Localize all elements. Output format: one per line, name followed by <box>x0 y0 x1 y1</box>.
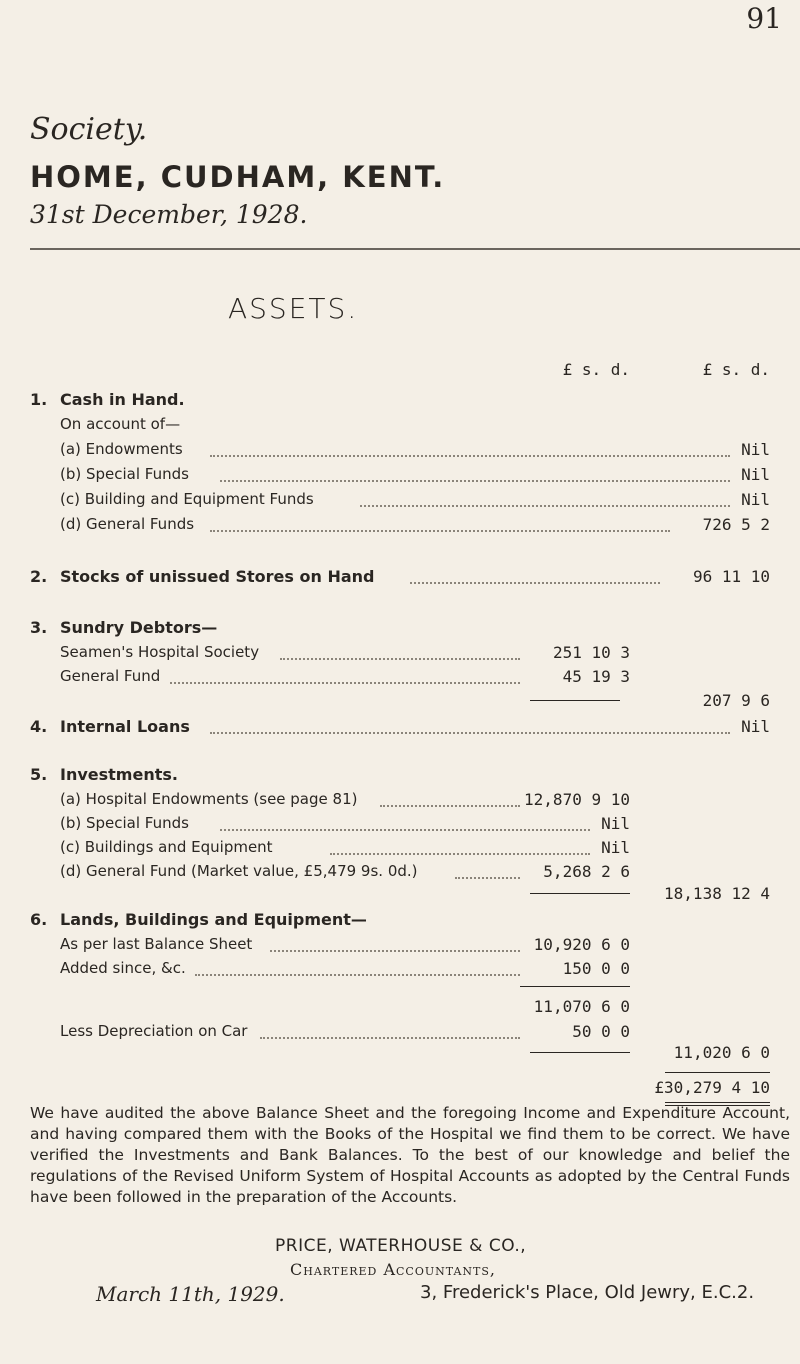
dot-leader <box>170 682 520 684</box>
outer-amount: Nil <box>741 465 770 484</box>
line-item-label: (c) Building and Equipment Funds <box>60 490 314 508</box>
line-item-label: (a) Hospital Endowments (see page 81) <box>60 790 358 808</box>
inner-amount: 5,268 2 6 <box>543 862 630 881</box>
outer-amount: Nil <box>741 717 770 736</box>
line-item-label: As per last Balance Sheet <box>60 935 253 953</box>
inner-amount: 45 19 3 <box>562 667 630 686</box>
section-heading: Investments. <box>60 765 178 784</box>
dot-leader <box>195 974 520 976</box>
line-item-label: General Fund <box>60 667 161 685</box>
dot-leader <box>210 732 730 734</box>
line-item-label: (d) General Funds <box>60 515 195 533</box>
society-heading: Society. <box>30 112 148 147</box>
section-number: 4. <box>30 717 48 736</box>
section-number: 6. <box>30 910 48 929</box>
outer-amount: Nil <box>741 490 770 509</box>
sum-rule <box>530 893 630 894</box>
line-item-label: (d) General Fund (Market value, £5,479 9s. 0d.) <box>60 862 418 880</box>
sum-rule <box>530 700 620 701</box>
line-item-label: Added since, &c. <box>60 959 186 977</box>
section-number: 2. <box>30 567 48 586</box>
signature-date: March 11th, 1929. <box>96 1282 285 1306</box>
inner-amount: Nil <box>601 838 630 857</box>
dot-leader <box>210 530 670 532</box>
section-heading: Lands, Buildings and Equipment— <box>60 910 367 929</box>
inner-amount: Nil <box>601 814 630 833</box>
dot-leader <box>380 805 520 807</box>
header-divider <box>30 248 800 250</box>
auditor-firm: PRICE, WATERHOUSE & CO., <box>275 1236 527 1256</box>
inner-amount: 150 0 0 <box>562 959 630 978</box>
outer-amount: 96 11 10 <box>692 567 770 586</box>
line-item-label: (b) Special Funds <box>60 465 189 483</box>
sum-rule <box>530 1052 630 1053</box>
dot-leader <box>220 480 730 482</box>
audit-statement: We have audited the above Balance Sheet and the foregoing Income and Expenditure Account, and having compared them with the Books of the Hospital we find them to be correct. We have verified the Investments and Bank Balances. To the best of our knowledge and belief the regulations of the Revised Uniform System of Hospital Accounts as adopted by the Central Funds have been followed in the preparation of the Accounts. <box>30 1104 790 1206</box>
hospital-location-title: HOME, CUDHAM, KENT. <box>30 160 446 194</box>
outer-amount: Nil <box>741 440 770 459</box>
section-number: 3. <box>30 618 48 637</box>
auditor-address: 3, Frederick's Place, Old Jewry, E.C.2. <box>420 1282 755 1303</box>
dot-leader <box>270 950 520 952</box>
line-item-label: Seamen's Hospital Society <box>60 643 260 661</box>
dot-leader <box>410 582 660 584</box>
inner-amount: 12,870 9 10 <box>524 790 630 809</box>
balance-date: 31st December, 1928. <box>30 200 308 229</box>
inner-column-header: £ s. d. <box>562 360 630 379</box>
section-total: 207 9 6 <box>702 691 770 710</box>
outer-amount: 726 5 2 <box>702 515 770 534</box>
inner-amount: 50 0 0 <box>572 1022 630 1041</box>
dot-leader <box>260 1037 520 1039</box>
inner-amount: 251 10 3 <box>552 643 630 662</box>
outer-column-header: £ s. d. <box>702 360 770 379</box>
line-item-label: (c) Buildings and Equipment <box>60 838 273 856</box>
section-number: 1. <box>30 390 48 409</box>
page-number: 91 <box>746 2 782 35</box>
grand-total: £30,279 4 10 <box>654 1078 770 1097</box>
assets-title: ASSETS. <box>228 292 359 325</box>
inner-amount: 10,920 6 0 <box>533 935 630 954</box>
auditor-title: Chartered Accountants, <box>290 1260 497 1279</box>
section-heading: Cash in Hand. <box>60 390 185 409</box>
dot-leader <box>210 455 730 457</box>
line-item-label: (b) Special Funds <box>60 814 189 832</box>
dot-leader <box>455 877 520 879</box>
section-heading: Sundry Debtors— <box>60 618 218 637</box>
section-subheading: On account of— <box>60 415 181 433</box>
section-total: 18,138 12 4 <box>664 884 770 903</box>
section-heading: Stocks of unissued Stores on Hand <box>60 567 375 586</box>
section-total: 11,020 6 0 <box>673 1043 770 1062</box>
dot-leader <box>280 658 520 660</box>
section-heading: Internal Loans <box>60 717 190 736</box>
section-number: 5. <box>30 765 48 784</box>
sum-rule <box>520 986 630 987</box>
line-item-label: (a) Endowments <box>60 440 183 458</box>
subtotal-amount: 11,070 6 0 <box>533 997 630 1016</box>
grand-total-rule-top <box>665 1072 770 1073</box>
line-item-label: Less Depreciation on Car <box>60 1022 248 1040</box>
